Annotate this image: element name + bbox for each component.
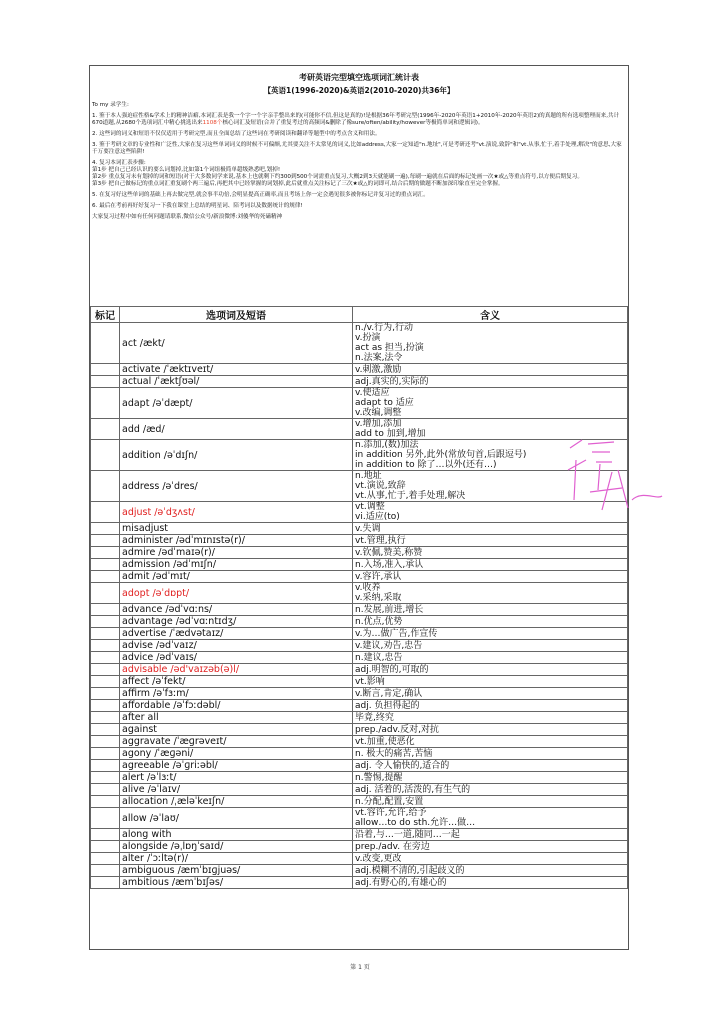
word-cell: advertise /ˈædvətaɪz/ [120,628,353,640]
meaning-line: vt.管理,执行 [355,535,406,546]
meaning-line: in addition to 除了…以外(还有…) [355,460,497,470]
word-cell: actual /ˈæktʃʊəl/ [120,376,353,388]
meaning-cell [353,688,628,700]
word-cell: adapt /əˈdæpt/ [120,388,353,419]
intro-p1-text-b: 核心词汇及短语(合并了重复考过的高频词&删除了像sure/often/ability/however等极简单词和逻辑词)。 [222,120,484,126]
intro-paragraph-1 [92,113,626,127]
word-cell: affordable /əˈfɔːdəbl/ [120,700,353,712]
meaning-line: n.法案,法令 [355,353,403,363]
meaning-line: v.钦佩,赞美,称赞 [355,547,423,558]
meaning-cell [353,772,628,784]
mark-cell [91,760,120,772]
mark-cell [91,535,120,547]
word-cell: act /ækt/ [120,323,353,364]
meaning-cell [353,664,628,676]
meaning-line: v.采纳,采取 [355,593,402,603]
mark-cell [91,712,120,724]
word-cell: misadjust [120,523,353,535]
word-cell: admit /ədˈmɪt/ [120,571,353,583]
table-row [91,796,628,808]
intro-p4-step2: 第2步 重点复习未有划掉的词和短语(对于大多数同学来说,基本上也就剩下约300到500个词需重点复习,大概2到3天就能刷一遍),每刷一遍就在后面的标记处画一次★或△等重点符号,以方便后期复习。 [92,174,583,180]
word-cell: alter /ˈɔːltə(r)/ [120,853,353,865]
meaning-line: v.增加,添加 [355,419,402,429]
meaning-cell [353,604,628,616]
meaning-line: n.分配,配置,安置 [355,796,424,807]
intro-section [90,96,628,221]
meaning-line: adj.真实的,实际的 [355,376,429,387]
table-row [91,523,628,535]
meaning-line: vi.适应(to) [355,512,400,522]
table-row [91,736,628,748]
intro-paragraph-2: 2. 这些词的词义和短语不仅仅适用于考研完型,而且全面总结了这些词在考研阅读和翻译等题型中的考点含义和用法。 [92,131,381,137]
word-cell: admire /ədˈmaɪə(r)/ [120,547,353,559]
mark-cell [91,724,120,736]
word-cell: address /əˈdres/ [120,471,353,502]
meaning-line: n. 极大的痛苦,苦恼 [355,748,433,759]
meaning-line: v.断言,肯定,确认 [355,688,423,699]
meaning-line: vt.容许,允许,给予 [355,808,427,818]
meaning-line: vt.加重,使恶化 [355,736,415,747]
intro-p4-step3: 第3步 把自己做标记的重点词汇重复刷个两三遍后,再把其中已经掌握的词划掉,此后就重点关注标记了三次★或△的词即可,结合后期的做题不断加深印象直至完全掌握。 [92,181,504,187]
word-cell: along with [120,829,353,841]
word-cell: after all [120,712,353,724]
word-cell: ambiguous /æmˈbɪɡjuəs/ [120,865,353,877]
table-row [91,688,628,700]
word-cell: ambitious /æmˈbɪʃəs/ [120,877,353,889]
table-row [91,712,628,724]
meaning-cell [353,796,628,808]
meaning-line: n./v.行为,行动 [355,323,413,333]
mark-cell [91,571,120,583]
meaning-line: allow…to do sth.允许…做… [355,818,476,828]
table-row [91,628,628,640]
mark-cell [91,583,120,604]
word-cell: admission /ədˈmɪʃn/ [120,559,353,571]
meaning-line: v.收养 [355,583,381,593]
meaning-cell [353,877,628,889]
table-row [91,841,628,853]
table-row [91,419,628,440]
intro-paragraph-6: 6. 最后在考前再好好复习一下我在课堂上总结的明星词、陪考词以及数据统计的规律! [92,203,303,209]
meaning-line: v.刺激,激励 [355,364,402,375]
intro-paragraph-5: 5. 在复习好这些单词的基础上再去做完型,就会事半功倍,会明显提高正确率,而且考场上你一定会遇见很多被你标记并复习过的重点词汇。 [92,192,429,198]
meaning-line: v.为…做广告,作宣传 [355,628,438,639]
table-row [91,784,628,796]
mark-cell [91,502,120,523]
intro-contact: 大家复习过程中如有任何问题请联系,微信公众号/新浪微博:刘傻华的死磕精神 [92,214,283,220]
table-row [91,559,628,571]
meaning-line: n.优点,优势 [355,616,403,627]
table-body [91,323,628,889]
mark-cell [91,865,120,877]
meaning-line: n.建议,忠告 [355,652,403,663]
table-row [91,853,628,865]
table-row [91,808,628,829]
word-cell: affirm /əˈfɜːm/ [120,688,353,700]
meaning-line: n.地址 [355,471,382,481]
word-cell: activate /ˈæktɪveɪt/ [120,364,353,376]
meaning-line: n.添加,(数)加法 [355,440,419,450]
meaning-cell [353,571,628,583]
word-cell: agreeable /əˈɡriːəbl/ [120,760,353,772]
mark-cell [91,640,120,652]
table-row [91,364,628,376]
meaning-cell [353,748,628,760]
table-row [91,604,628,616]
meaning-cell [353,388,628,419]
intro-paragraph-3: 3. 鉴于考研文章的专业性和广泛性,大家在复习这些单词词义的时候不可偏颇,尤其要关注不太常见的词义,比如address,大家一定知道"n.地址",可是考研还考"vt.演说,致辞"和"vt.从事,忙于,着手处理,解决"的意思,大家千万要注意这些陷阱! [92,142,622,155]
header-word: 选项词及短语 [120,307,353,323]
meaning-cell [353,376,628,388]
meaning-cell [353,700,628,712]
table-row [91,388,628,419]
meaning-cell [353,853,628,865]
mark-cell [91,547,120,559]
word-cell: allow /əˈlaʊ/ [120,808,353,829]
mark-cell [91,364,120,376]
mark-cell [91,559,120,571]
mark-cell [91,772,120,784]
mark-cell [91,688,120,700]
word-cell: administer /ədˈmɪnɪstə(r)/ [120,535,353,547]
table-row [91,571,628,583]
mark-cell [91,388,120,419]
header-meaning: 含义 [353,307,628,323]
meaning-line: adapt to 适应 [355,398,414,408]
table-row [91,664,628,676]
meaning-line: vt.调整 [355,502,385,512]
word-cell: addition /əˈdɪʃn/ [120,440,353,471]
meaning-line: vt.影响 [355,676,385,687]
mark-cell [91,628,120,640]
mark-cell [91,471,120,502]
document-page [89,65,629,950]
table-row [91,772,628,784]
table-row [91,471,628,502]
mark-cell [91,796,120,808]
mark-cell [91,877,120,889]
word-cell: advice /ədˈvaɪs/ [120,652,353,664]
meaning-cell [353,841,628,853]
meaning-cell [353,808,628,829]
mark-cell [91,808,120,829]
mark-cell [91,748,120,760]
meaning-line: prep./adv.反对,对抗 [355,724,439,735]
meaning-line: adj.有野心的,有雄心的 [355,877,447,888]
meaning-cell [353,829,628,841]
meaning-cell [353,559,628,571]
meaning-cell [353,760,628,772]
meaning-line: v.改编,调整 [355,408,402,418]
meaning-cell [353,712,628,724]
document-title: 考研英语完型填空选项词汇统计表 [299,73,419,82]
table-row [91,724,628,736]
meaning-line: v.建议,劝告,忠告 [355,640,423,651]
mark-cell [91,376,120,388]
vocab-table [90,306,628,889]
intro-greeting: To my 录学生: [92,102,129,108]
page-number: 第 1 页 [350,964,370,971]
meaning-line: v.容许,承认 [355,571,402,582]
intro-p4-step1: 第1步 把自己已经认识的要么词划掉,比如第1个词组极简单超级熟悉吧,划掉! [92,167,281,173]
mark-cell [91,523,120,535]
meaning-line: n.入场,准入,承认 [355,559,424,570]
word-cell: alert /əˈlɜːt/ [120,772,353,784]
table-row [91,865,628,877]
table-row [91,700,628,712]
word-cell: alive /əˈlaɪv/ [120,784,353,796]
meaning-line: v.改变,更改 [355,853,402,864]
mark-cell [91,419,120,440]
mark-cell [91,841,120,853]
meaning-line: prep./adv. 在旁边 [355,841,430,852]
mark-cell [91,652,120,664]
word-cell: advance /ədˈvɑːns/ [120,604,353,616]
word-cell: affect /əˈfekt/ [120,676,353,688]
meaning-cell [353,628,628,640]
table-row [91,829,628,841]
mark-cell [91,676,120,688]
table-row [91,652,628,664]
mark-cell [91,784,120,796]
table-row [91,748,628,760]
mark-cell [91,440,120,471]
meaning-line: n.警惕,提醒 [355,772,403,783]
word-cell: advise /ədˈvaɪz/ [120,640,353,652]
meaning-line: adj. 令人愉快的,适合的 [355,760,450,771]
meaning-line: v.失调 [355,523,381,534]
meaning-line: adj.明智的,可取的 [355,664,429,675]
meaning-cell [353,323,628,364]
meaning-line: in addition 另外,此外(常放句首,后跟逗号) [355,450,527,460]
table-row [91,676,628,688]
table-row [91,547,628,559]
table-row [91,376,628,388]
meaning-line: act as 担当,扮演 [355,343,424,353]
word-cell: alongside /əˌlɒŋˈsaɪd/ [120,841,353,853]
intro-p1-highlight: 1108个 [202,120,223,126]
meaning-line: adj. 负担得起的 [355,700,420,711]
meaning-cell [353,364,628,376]
handwritten-scribble-icon [562,430,672,550]
table-header-row [91,307,628,323]
header-mark: 标记 [91,307,120,323]
word-cell: advisable /əd'vaɪzəb(ə)l/ [120,664,353,676]
document-subtitle: 【英语1(1996-2020)&英语2(2010-2020)共36年】 [263,86,455,95]
table-row [91,583,628,604]
table-row [91,616,628,628]
meaning-line: adj. 活着的,活泼的,有生气的 [355,784,471,795]
word-cell: allocation /ˌæləˈkeɪʃn/ [120,796,353,808]
mark-cell [91,323,120,364]
mark-cell [91,700,120,712]
meaning-cell [353,616,628,628]
meaning-cell [353,865,628,877]
meaning-cell [353,583,628,604]
mark-cell [91,604,120,616]
mark-cell [91,664,120,676]
word-cell: add /æd/ [120,419,353,440]
meaning-line: vt.演说,致辞 [355,481,406,491]
meaning-line: add to 加到,增加 [355,429,426,439]
meaning-line: adj.模糊不清的,引起歧义的 [355,865,465,876]
meaning-line: v.扮演 [355,333,381,343]
table-row [91,640,628,652]
table-row [91,535,628,547]
meaning-line: v.使适应 [355,388,390,398]
meaning-cell [353,676,628,688]
word-cell: advantage /ədˈvɑːntɪdʒ/ [120,616,353,628]
word-cell: adopt /əˈdɒpt/ [120,583,353,604]
intro-p4-title: 4. 复习本词汇表步骤: [92,160,146,166]
meaning-line: n.发展,前进,增长 [355,604,424,615]
word-cell: against [120,724,353,736]
meaning-line: vt.从事,忙于,着手处理,解决 [355,491,466,501]
word-cell: adjust /əˈdʒʌst/ [120,502,353,523]
word-cell: aggravate /ˈæɡrəveɪt/ [120,736,353,748]
table-row [91,502,628,523]
mark-cell [91,736,120,748]
table-row [91,440,628,471]
meaning-cell [353,736,628,748]
mark-cell [91,616,120,628]
mark-cell [91,829,120,841]
meaning-line: 毕竟,终究 [355,712,394,723]
table-row [91,760,628,772]
meaning-line: 沿着,与…一道,随同…一起 [355,829,460,840]
intro-paragraph-4 [92,160,626,188]
meaning-cell [353,724,628,736]
meaning-cell [353,640,628,652]
table-row [91,323,628,364]
intro-p1-text-a: 1. 鉴于本人强迫症性格&学术上的精神洁癖,本词汇表是我一个字一个字亲手整出来的(可能你不信,但这是真的)!是根据36年考研完型(1996年-2020年英语1+2010年-2020年英语2)的真题的所有选项整理而来,共计670道题,从2680个选项词汇中精心挑选出来 [92,113,620,126]
word-cell: agony /ˈæɡəni/ [120,748,353,760]
mark-cell [91,853,120,865]
table-row [91,877,628,889]
meaning-cell [353,784,628,796]
meaning-cell [353,652,628,664]
